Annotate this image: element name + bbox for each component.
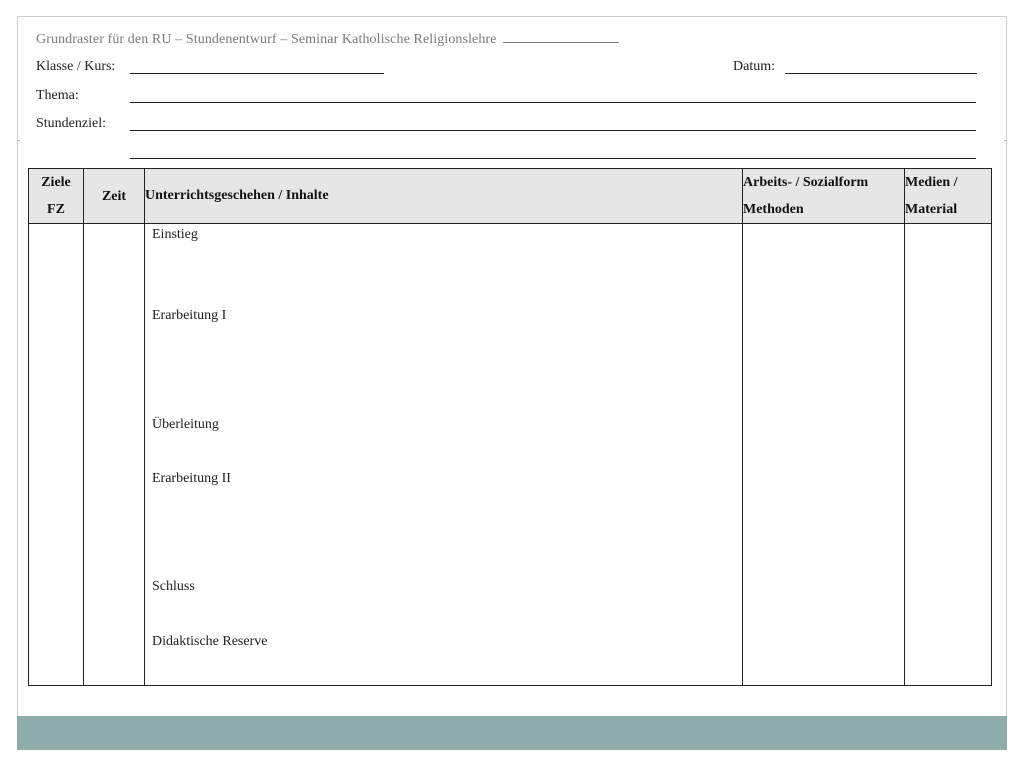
methoden-cell[interactable] [743,224,905,686]
footer-bar [17,716,1007,750]
header-methoden [743,169,905,224]
medien-cell[interactable] [905,224,992,686]
header-zeit: Zeit [84,169,145,224]
document-title-text: Grundraster für den RU – Stundenentwurf – Seminar Katholische Religionslehre [36,32,497,47]
phase-schluss: Schluss [152,579,195,594]
header-medien-line2: Material [905,202,958,217]
datum-line [785,73,977,74]
phase-ueberleitung: Überleitung [152,417,219,432]
document-title [36,30,619,48]
ziele-cell[interactable] [29,224,84,686]
header-inhalt: Unterrichtsgeschehen / Inhalte [145,169,743,224]
stundenziel-line-2 [130,158,976,159]
stundenziel-label: Stundenziel: [36,116,106,131]
title-blank-line [503,30,619,43]
header-medien [905,169,992,224]
zeit-cell[interactable] [84,224,145,686]
header-ziele [29,169,84,224]
phase-didaktische-reserve: Didaktische Reserve [152,634,268,649]
frame-tick-left [17,140,20,141]
frame-tick-right [1004,140,1007,141]
lesson-plan-table [28,168,992,686]
table-header-row [29,169,992,224]
header-ziele-line2: FZ [47,202,65,217]
header-ziele-line1: Ziele [41,175,71,190]
stundenziel-line-1 [130,130,976,131]
header-methoden-line1: Arbeits- / Sozialform [743,175,869,190]
datum-label: Datum: [733,59,775,74]
table-body-row [29,224,992,686]
thema-label: Thema: [36,88,79,103]
klasse-kurs-line [130,73,384,74]
phase-erarbeitung-2: Erarbeitung II [152,471,231,486]
header-medien-line1: Medien / [905,175,958,190]
header-methoden-line2: Methoden [743,202,804,217]
phase-einstieg: Einstieg [152,227,198,242]
klasse-kurs-label: Klasse / Kurs: [36,59,116,74]
thema-line [130,102,976,103]
phase-erarbeitung-1: Erarbeitung I [152,308,227,323]
inhalt-cell[interactable] [145,224,743,686]
